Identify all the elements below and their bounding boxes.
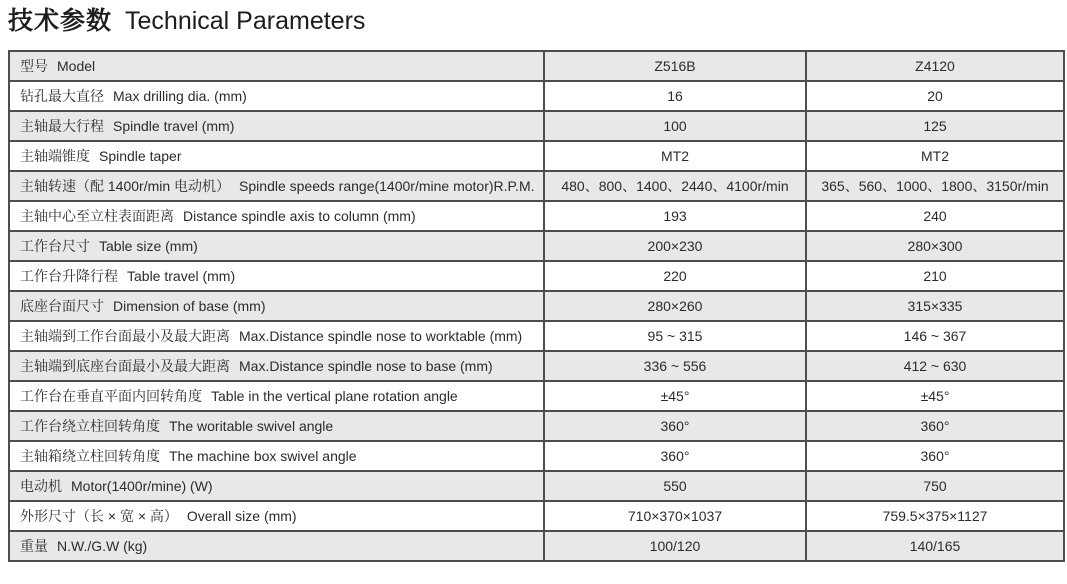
table-row: [9, 411, 1064, 441]
value-cell-z4120: 412 ~ 630: [806, 351, 1064, 381]
param-label-zh: 主轴端到工作台面最小及最大距离: [20, 327, 230, 344]
value-cell-z4120: 280×300: [806, 231, 1064, 261]
table-row: [9, 261, 1064, 291]
param-label-en: Motor(1400r/mine) (W): [71, 477, 213, 494]
column-header-z516b: Z516B: [544, 51, 806, 81]
param-label-cell: [9, 471, 544, 501]
value-cell-z516b: 100/120: [544, 531, 806, 561]
param-label-cell: [9, 381, 544, 411]
table-row: [9, 441, 1064, 471]
page-title-zh: 技术参数: [8, 7, 113, 35]
param-label-zh: 主轴最大行程: [20, 117, 104, 134]
table-row: [9, 501, 1064, 531]
param-label-zh: 工作台在垂直平面内回转角度: [20, 387, 202, 404]
value-cell-z4120: 20: [806, 81, 1064, 111]
model-header-cell: [9, 51, 544, 81]
table-body: [9, 81, 1064, 561]
param-label-cell: [9, 411, 544, 441]
table-row: [9, 321, 1064, 351]
value-cell-z4120: 210: [806, 261, 1064, 291]
value-cell-z4120: 125: [806, 111, 1064, 141]
value-cell-z4120: ±45°: [806, 381, 1064, 411]
param-label-en: Table travel (mm): [127, 267, 236, 284]
param-label-en: Spindle taper: [99, 147, 182, 164]
table-row: [9, 201, 1064, 231]
param-label-cell: [9, 81, 544, 111]
param-label-cell: [9, 261, 544, 291]
param-label-zh: 主轴转速（配 1400r/min 电动机）: [20, 177, 231, 194]
param-label-cell: [9, 531, 544, 561]
value-cell-z516b: 193: [544, 201, 806, 231]
param-label-en: Table size (mm): [99, 237, 198, 254]
value-cell-z516b: ±45°: [544, 381, 806, 411]
value-cell-z516b: MT2: [544, 141, 806, 171]
param-label-en: Max drilling dia. (mm): [113, 87, 247, 104]
param-label-en: Max.Distance spindle nose to base (mm): [239, 357, 493, 374]
param-label-cell: [9, 231, 544, 261]
table-row: [9, 171, 1064, 201]
param-label-en: Dimension of base (mm): [113, 297, 266, 314]
value-cell-z4120: 240: [806, 201, 1064, 231]
param-label-en: The machine box swivel angle: [169, 447, 357, 464]
value-cell-z4120: 365、560、1000、1800、3150r/min: [806, 171, 1064, 201]
param-label-en: Spindle travel (mm): [113, 117, 235, 134]
param-label-cell: [9, 171, 544, 201]
value-cell-z516b: 280×260: [544, 291, 806, 321]
value-cell-z516b: 200×230: [544, 231, 806, 261]
param-label-zh: 底座台面尺寸: [20, 297, 104, 314]
param-label-zh: 主轴端锥度: [20, 147, 90, 164]
param-label-cell: [9, 501, 544, 531]
param-label-zh: 重量: [20, 537, 48, 554]
table-row: [9, 471, 1064, 501]
value-cell-z516b: 360°: [544, 411, 806, 441]
param-label-zh: 外形尺寸（长 × 宽 × 高）: [20, 507, 178, 524]
param-label-zh: 电动机: [20, 477, 62, 494]
value-cell-z516b: 95 ~ 315: [544, 321, 806, 351]
value-cell-z4120: 360°: [806, 411, 1064, 441]
value-cell-z4120: 750: [806, 471, 1064, 501]
page-title: [8, 6, 1067, 37]
table-row: [9, 291, 1064, 321]
param-label-en: The woritable swivel angle: [169, 417, 334, 434]
param-label-zh: 工作台尺寸: [20, 237, 90, 254]
value-cell-z4120: 146 ~ 367: [806, 321, 1064, 351]
table-row: [9, 81, 1064, 111]
param-label-en: N.W./G.W (kg): [57, 537, 148, 554]
param-label-en: Spindle speeds range(1400r/mine motor)R.P.M.: [239, 177, 535, 194]
param-label-zh: 主轴端到底座台面最小及最大距离: [20, 357, 230, 374]
param-label-cell: [9, 351, 544, 381]
value-cell-z516b: 16: [544, 81, 806, 111]
value-cell-z516b: 220: [544, 261, 806, 291]
param-label-en: Overall size (mm): [186, 507, 297, 524]
value-cell-z4120: 360°: [806, 441, 1064, 471]
param-label-zh: 主轴中心至立柱表面距离: [20, 207, 174, 224]
param-label-en: Distance spindle axis to column (mm): [183, 207, 416, 224]
value-cell-z4120: 315×335: [806, 291, 1064, 321]
param-label-cell: [9, 141, 544, 171]
param-label-cell: [9, 291, 544, 321]
model-header-zh: 型号: [20, 57, 48, 74]
page-title-en: Technical Parameters: [125, 7, 366, 35]
param-label-en: Max.Distance spindle nose to worktable (mm): [239, 327, 523, 344]
value-cell-z516b: 100: [544, 111, 806, 141]
model-header-en: Model: [57, 57, 96, 74]
table-header-row: [9, 51, 1064, 81]
column-header-z4120: Z4120: [806, 51, 1064, 81]
value-cell-z4120: 140/165: [806, 531, 1064, 561]
param-label-zh: 主轴箱绕立柱回转角度: [20, 447, 160, 464]
table-row: [9, 231, 1064, 261]
param-label-cell: [9, 111, 544, 141]
value-cell-z516b: 360°: [544, 441, 806, 471]
value-cell-z516b: 480、800、1400、2440、4100r/min: [544, 171, 806, 201]
value-cell-z4120: MT2: [806, 141, 1064, 171]
value-cell-z4120: 759.5×375×1127: [806, 501, 1064, 531]
param-label-zh: 钻孔最大直径: [20, 87, 104, 104]
table-row: [9, 141, 1064, 171]
param-label-cell: [9, 321, 544, 351]
table-row: [9, 351, 1064, 381]
table-row: [9, 531, 1064, 561]
table-row: [9, 111, 1064, 141]
param-label-en: Table in the vertical plane rotation angle: [211, 387, 458, 404]
table-row: [9, 381, 1064, 411]
param-label-zh: 工作台升降行程: [20, 267, 118, 284]
technical-parameters-table: [8, 50, 1065, 562]
param-label-cell: [9, 441, 544, 471]
param-label-zh: 工作台绕立柱回转角度: [20, 417, 160, 434]
value-cell-z516b: 710×370×1037: [544, 501, 806, 531]
value-cell-z516b: 336 ~ 556: [544, 351, 806, 381]
param-label-cell: [9, 201, 544, 231]
value-cell-z516b: 550: [544, 471, 806, 501]
